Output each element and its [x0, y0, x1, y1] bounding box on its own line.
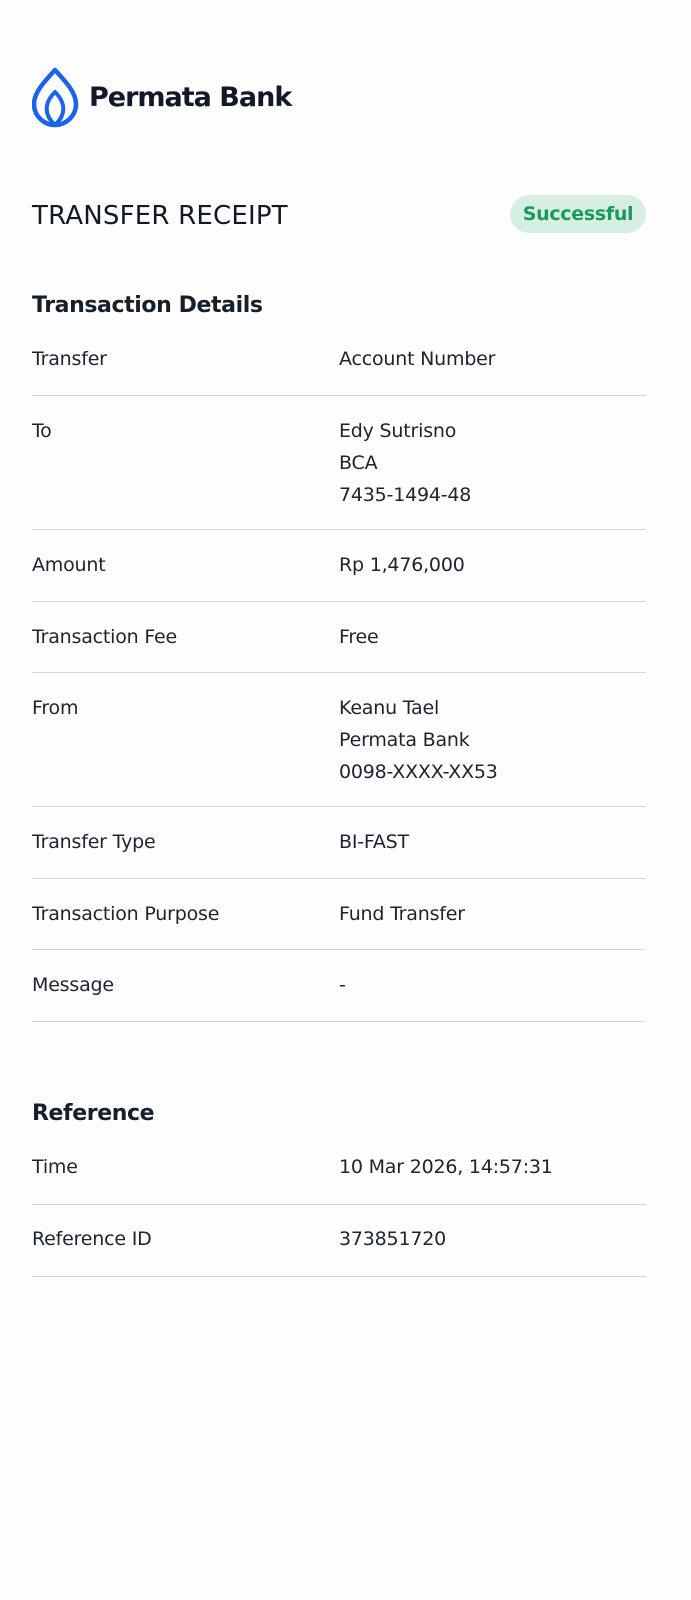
amount-label: Amount: [32, 554, 106, 576]
transfer-label: Transfer: [32, 348, 107, 370]
from-label: From: [32, 697, 79, 719]
message-row: [32, 950, 646, 1022]
time-value: 10 Mar 2026, 14:57:31: [339, 1156, 553, 1178]
amount-row: [32, 530, 646, 602]
fee-label: Transaction Fee: [32, 626, 178, 648]
purpose-label: Transaction Purpose: [32, 903, 220, 925]
recipient-name: Edy Sutrisno: [339, 420, 457, 442]
status-badge: Successful: [510, 195, 646, 233]
transfer-value: Account Number: [339, 348, 496, 370]
message-label: Message: [32, 974, 114, 996]
to-row: [32, 396, 646, 530]
time-label: Time: [32, 1156, 78, 1178]
brand-name: Permata Bank: [89, 81, 292, 113]
reference-id-row: [32, 1205, 646, 1277]
sender-name: Keanu Tael: [339, 697, 440, 719]
reference-id-value: 373851720: [339, 1228, 446, 1250]
amount-value: Rp 1,476,000: [339, 554, 465, 576]
sender-bank: Permata Bank: [339, 729, 470, 751]
transfer-type-value: BI-FAST: [339, 831, 409, 853]
from-value: [339, 692, 498, 788]
from-row: [32, 673, 646, 807]
to-label: To: [32, 420, 52, 442]
reference-heading: Reference: [32, 1101, 155, 1126]
transfer-type-label: Transfer Type: [32, 831, 156, 853]
message-value: -: [339, 974, 346, 996]
reference-id-label: Reference ID: [32, 1228, 152, 1250]
purpose-row: [32, 879, 646, 950]
transaction-details-heading: Transaction Details: [32, 293, 263, 318]
fee-value: Free: [339, 626, 379, 648]
to-value: [339, 415, 471, 511]
purpose-value: Fund Transfer: [339, 903, 465, 925]
transfer-type-row: [32, 807, 646, 879]
page-title: TRANSFER RECEIPT: [32, 201, 288, 231]
recipient-account: 7435-1494-48: [339, 484, 472, 506]
transfer-row: [32, 334, 646, 396]
fee-row: [32, 602, 646, 673]
time-row: [32, 1151, 646, 1205]
sender-account: 0098-XXXX-XX53: [339, 761, 498, 783]
bank-logo: [32, 66, 291, 128]
recipient-bank: BCA: [339, 452, 378, 474]
permata-leaf-icon: [32, 66, 80, 128]
